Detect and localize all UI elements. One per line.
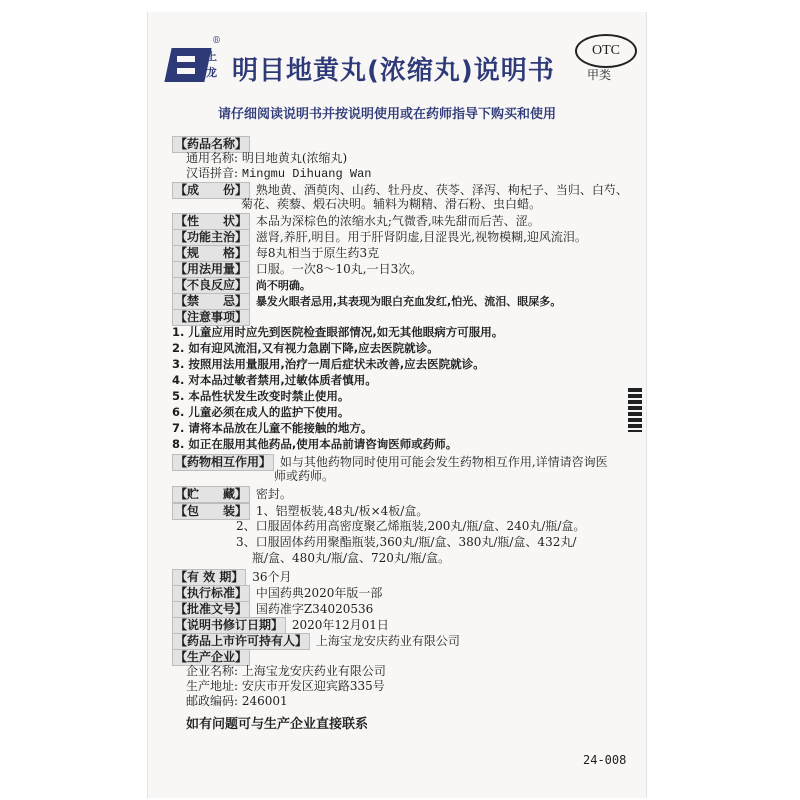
- notes-section: [172, 309, 632, 326]
- package-line4: 瓶/盒、480丸/瓶/盒、720丸/瓶/盒。: [252, 551, 451, 565]
- print-registration-mark: [628, 388, 642, 432]
- interactions-line1: 如与其他药物同时使用可能会发生药物相互作用,详情请咨询医: [279, 455, 608, 469]
- specs-label: 【规 格】: [172, 245, 250, 262]
- interactions-line2: 师或药师。: [274, 469, 335, 483]
- package-row: [172, 503, 632, 520]
- standard-row: [172, 585, 632, 602]
- dosage-value: 口服。一次8～10丸,一日3次。: [255, 262, 423, 276]
- brand-logo: [168, 36, 222, 88]
- standard-value: 中国药典2020年版一部: [255, 586, 383, 600]
- holder-row: [172, 633, 632, 650]
- adverse-label: 【不良反应】: [172, 277, 250, 294]
- logo-mark: [164, 48, 211, 82]
- document-code: 24-008: [583, 753, 627, 767]
- approval-row: [172, 601, 632, 618]
- note-item-1: 1. 儿童应用时应先到医院检查眼部情况,如无其他眼病方可服用。: [172, 325, 504, 339]
- notes-label: 【注意事项】: [172, 309, 250, 326]
- adverse-value: 尚不明确。: [255, 279, 311, 292]
- holder-label: 【药品上市许可持有人】: [172, 633, 310, 650]
- note-item-4: 4. 对本品过敏者禁用,过敏体质者慎用。: [172, 373, 377, 387]
- package-line1: 1、铝塑板装,48丸/板×4板/盒。: [255, 504, 429, 518]
- read-carefully-notice: 请仔细阅读说明书并按说明使用或在药师指导下购买和使用: [218, 107, 557, 122]
- note-item-5: 5. 本品性状发生改变时禁止使用。: [172, 389, 350, 403]
- adverse-row: [172, 277, 632, 294]
- package-label: 【包 装】: [172, 503, 250, 520]
- pinyin-value: Mingmu Dihuang Wan: [241, 167, 372, 181]
- contraindications-row: [172, 293, 632, 310]
- ingredients-label: 【成 份】: [172, 182, 250, 199]
- dosage-label: 【用法用量】: [172, 261, 250, 278]
- properties-row: [172, 213, 632, 230]
- validity-label: 【有 效 期】: [172, 569, 246, 586]
- properties-value: 本品为深棕色的浓缩水丸;气微香,味先甜而后苦、涩。: [255, 214, 540, 228]
- validity-row: [172, 569, 632, 586]
- properties-label: 【性 状】: [172, 213, 250, 230]
- ingredients-line2: 菊花、蒺藜、煅石决明。辅料为糊精、滑石粉、虫白蜡。: [241, 197, 542, 211]
- standard-label: 【执行标准】: [172, 585, 250, 602]
- logo-char-2: 龙: [206, 66, 217, 79]
- common-name-value: 明目地黄丸(浓缩丸): [241, 151, 348, 165]
- contraindications-label: 【禁 忌】: [172, 293, 250, 310]
- approval-label: 【批准文号】: [172, 601, 250, 618]
- otc-class: 甲类: [587, 68, 612, 82]
- revision-value: 2020年12月01日: [291, 618, 389, 632]
- approval-value: 国药准字Z34020536: [255, 602, 374, 616]
- note-item-8: 8. 如正在服用其他药品,使用本品前请咨询医师或药师。: [172, 437, 458, 451]
- common-name-row: [172, 151, 646, 166]
- ingredients-line1: 熟地黄、酒萸肉、山药、牡丹皮、茯苓、泽泻、枸杞子、当归、白芍、: [255, 183, 628, 197]
- revision-row: [172, 617, 632, 634]
- note-item-7: 7. 请将本品放在儿童不能接触的地方。: [172, 421, 373, 435]
- interactions-row: [172, 454, 632, 471]
- manufacturer-key: 企业名称:: [186, 664, 239, 678]
- manufacturer-label: 【生产企业】: [172, 649, 250, 666]
- contact-note: 如有问题可与生产企业直接联系: [186, 717, 369, 732]
- common-name-label: 通用名称:: [186, 151, 239, 165]
- validity-value: 36个月: [252, 570, 292, 584]
- logo-char-1: 上: [206, 50, 217, 63]
- specs-value: 每8丸相当于原生药3克: [255, 246, 380, 260]
- manufacturer-row: [172, 679, 646, 694]
- dosage-row: [172, 261, 632, 278]
- functions-value: 滋肾,养肝,明目。用于肝肾阴虚,目涩畏光,视物模糊,迎风流泪。: [255, 230, 587, 244]
- otc-badge: OTC: [575, 34, 637, 68]
- note-item-2: 2. 如有迎风流泪,又有视力急剧下降,应去医院就诊。: [172, 341, 439, 355]
- package-line2: 2、口服固体药用高密度聚乙烯瓶装,200丸/瓶/盒、240丸/瓶/盒。: [236, 519, 586, 533]
- storage-value: 密封。: [255, 487, 292, 501]
- functions-label: 【功能主治】: [172, 229, 250, 246]
- pinyin-label: 汉语拼音:: [186, 166, 239, 180]
- note-item-3: 3. 按照用法用量服用,治疗一周后症状未改善,应去医院就诊。: [172, 357, 485, 371]
- specs-row: [172, 245, 632, 262]
- storage-row: [172, 486, 632, 503]
- pinyin-row: [172, 166, 646, 182]
- interactions-label: 【药物相互作用】: [172, 454, 274, 471]
- drug-name-label: 【药品名称】: [172, 136, 250, 153]
- contraindications-value: 暴发火眼者忌用,其表现为眼白充血发红,怕光、流泪、眼屎多。: [255, 295, 562, 308]
- revision-label: 【说明书修订日期】: [172, 617, 286, 634]
- package-line3: 3、口服固体药用聚酯瓶装,360丸/瓶/盒、380丸/瓶/盒、432丸/: [236, 535, 577, 549]
- manufacturer-value: 安庆市开发区迎宾路335号: [241, 679, 385, 693]
- manufacturer-row: [172, 664, 646, 679]
- storage-label: 【贮 藏】: [172, 486, 250, 503]
- functions-row: [172, 229, 632, 246]
- manufacturer-key: 生产地址:: [186, 679, 239, 693]
- manufacturer-value: 上海宝龙安庆药业有限公司: [241, 664, 386, 678]
- note-item-6: 6. 儿童必须在成人的监护下使用。: [172, 405, 350, 419]
- manufacturer-key: 邮政编码:: [186, 694, 239, 708]
- registered-mark: ®: [212, 36, 221, 46]
- leaflet-title: 明目地黄丸(浓缩丸)说明书: [232, 56, 555, 86]
- holder-value: 上海宝龙安庆药业有限公司: [315, 634, 460, 648]
- manufacturer-row: [172, 694, 646, 709]
- manufacturer-value: 246001: [241, 694, 288, 708]
